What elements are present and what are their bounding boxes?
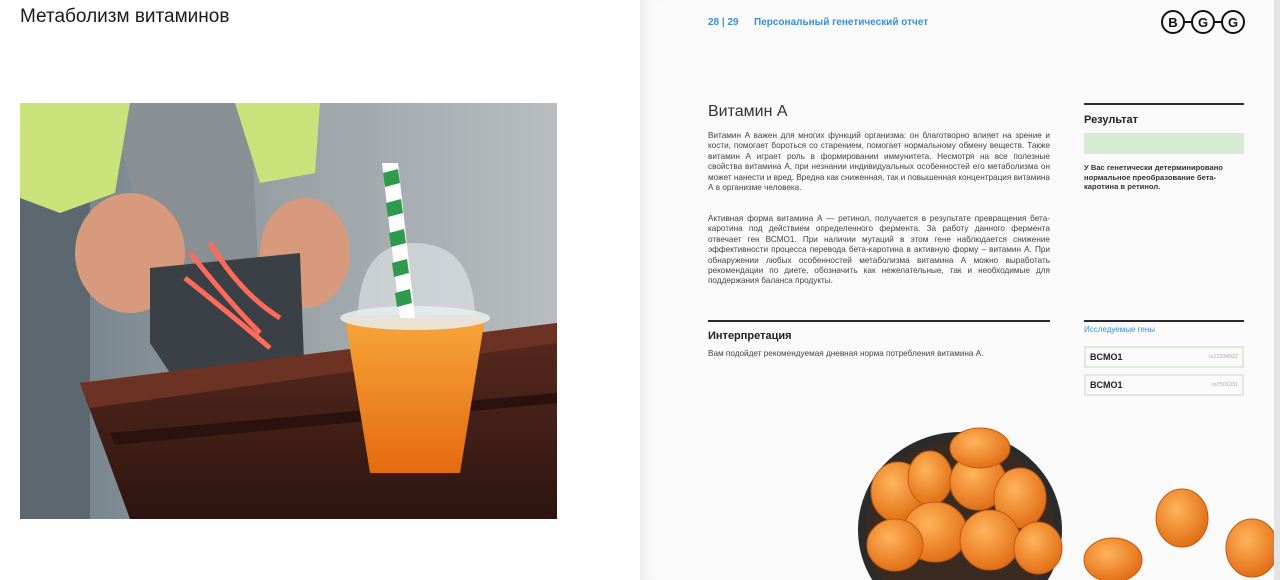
gene-name: BCMO1 bbox=[1090, 380, 1123, 390]
body-paragraph: Активная форма витамина А — ретинол, получается в результате превращения бета-каротина под действием определенного фермента. За работу данного фермента отвечает ген ВСМО1. При наличии мутаций в этом гене наблюдается снижение эффективности процесса перевода бета-каротина в активную форму – витамин А. При обнаружении любых особенностей метаболизма витамина А можно выработать рекомендации по диете, обозначить как нежелательные, так и необходимые для поддержания баланса продукты. bbox=[708, 214, 1050, 286]
result-indicator-bar bbox=[1084, 133, 1244, 154]
gene-item bbox=[1084, 346, 1244, 368]
section-title: Витамин А bbox=[708, 103, 788, 120]
logo-letter-g1: G bbox=[1197, 15, 1209, 30]
gene-item bbox=[1084, 374, 1244, 396]
result-title: Результат bbox=[1084, 114, 1139, 126]
dried-apricots-image bbox=[640, 420, 1274, 580]
gene-snp-id: rs12934922 bbox=[1208, 354, 1238, 360]
interpretation-title: Интерпретация bbox=[708, 330, 792, 342]
bgg-logo bbox=[1161, 8, 1245, 36]
smoothie-photo bbox=[20, 103, 557, 519]
body-paragraph: Витамин А важен для многих функций организма: он благотворно влияет на зрение и кости, помогает бороться со старением, помогает нормальному обмену веществ. Также витамин А играет роль в формировании иммунитета. Несмотря на все полезные свойства витамина А, при незнании индивидуальных особенностей его метаболизма он может нанести и вред. Вредна как сниженная, так и повышенная концентрация витамина А в организме человека. bbox=[708, 131, 1050, 193]
interpretation-text: Вам подойдет рекомендуемая дневная норма потребления витамина А. bbox=[708, 349, 984, 358]
gene-name: BCMO1 bbox=[1090, 352, 1123, 362]
logo-letter-g2: G bbox=[1227, 15, 1239, 30]
gene-snp-id: rs7501331 bbox=[1212, 382, 1238, 388]
result-text: У Вас генетически детерминировано нормальное преобразование бета-каротина в ретинол. bbox=[1084, 163, 1223, 191]
page-edge bbox=[1274, 0, 1280, 580]
result-divider bbox=[1084, 103, 1244, 105]
report-title: Персональный генетический отчет bbox=[754, 17, 929, 28]
page-numbers: 28 | 29 bbox=[708, 17, 739, 28]
page-title: Метаболизм витаминов bbox=[20, 6, 230, 27]
genes-title: Исследуемые гены bbox=[1084, 325, 1155, 334]
logo-letter-b: B bbox=[1168, 15, 1178, 30]
genes-divider bbox=[1084, 320, 1244, 322]
interpretation-divider bbox=[708, 320, 1050, 322]
